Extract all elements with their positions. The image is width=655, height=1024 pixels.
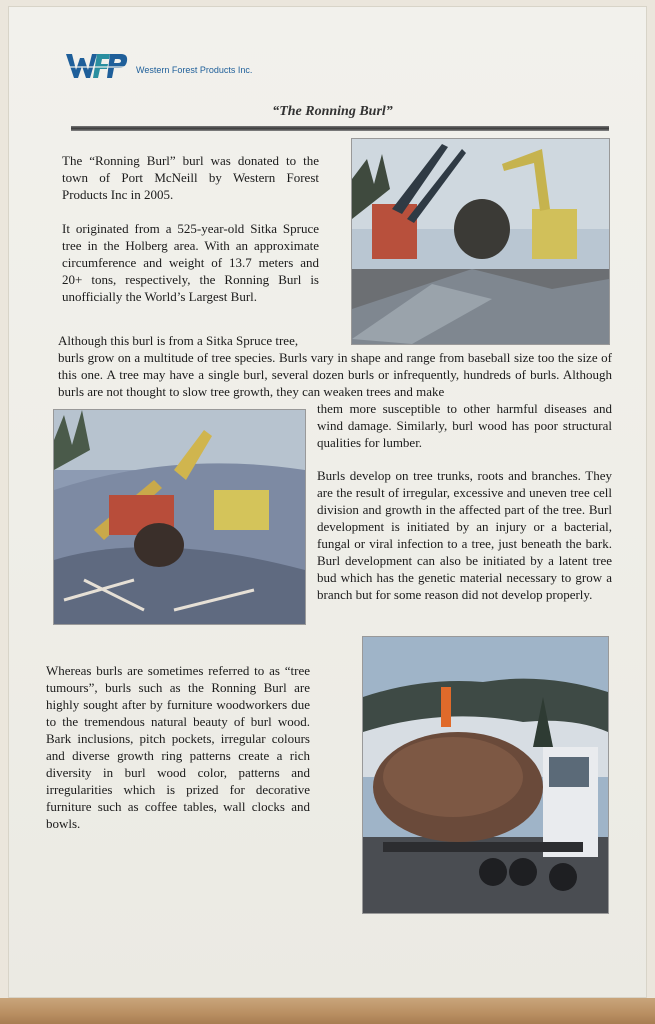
burl-on-logging-truck-photo — [362, 636, 609, 914]
page-title: “The Ronning Burl” — [272, 104, 393, 119]
company-logo — [66, 52, 252, 80]
wfp-logo-icon — [66, 52, 128, 80]
crane-loading-burl-photo — [351, 138, 610, 345]
paragraph-origin: It originated from a 525-year-old Sitka Spruce tree in the Holberg area. With an approximate circumference and weight of 13.7 meters and 20+ tons, respectively, the Ronning Burl is unofficially the World’s Largest Burl. — [62, 221, 319, 304]
company-name: Western Forest Products Inc. — [136, 65, 253, 75]
wooden-frame-edge — [0, 998, 655, 1024]
paragraph-donation: The “Ronning Burl” burl was donated to the town of Port McNeill by Western Forest Products Inc in 2005. — [62, 153, 319, 202]
paragraph-species-intro: Although this burl is from a Sitka Spruce tree, — [58, 333, 299, 348]
paragraph-species-body: burls grow on a multitude of tree species. Burls vary in shape and range from baseball size too the size of this one. A tree may have a single burl, several dozen burls or infrequently, hundreds of burls. Although burls are not thought to slow tree growth, they can weaken trees and make — [58, 350, 612, 399]
paragraph-furniture: Whereas burls are sometimes referred to as “tree tumours”, burls such as the Ronning Burl are highly sought after by furniture woodworkers due to the tremendous natural beauty of burl wood. Bark inclusions, pitch pockets, irregular colours and diverse growth ring patterns create a rich diversity in burl wood color, patterns and irregularities which is prized for decorative furniture such as coffee tables, wall clocks and bowls. — [46, 663, 310, 831]
excavators-clearcut-photo — [53, 409, 306, 625]
paragraph-development: Burls develop on tree trunks, roots and branches. They are the result of irregular, excessive and uneven tree cell division and growth in the affected part of the tree. Burl development is initiated by an injury or a bacterial, fungal or viral infection to a tree, just beneath the bark. Burl development can also be initiated by a latent tree bud which has the genetic material necessary to grow a branch but for some reason did not develop properly. — [317, 468, 612, 602]
paragraph-species-end: them more susceptible to other harmful diseases and wind damage. Similarly, burl wood has poor structural qualities for lumber. — [317, 401, 612, 450]
title-rule — [71, 126, 609, 131]
